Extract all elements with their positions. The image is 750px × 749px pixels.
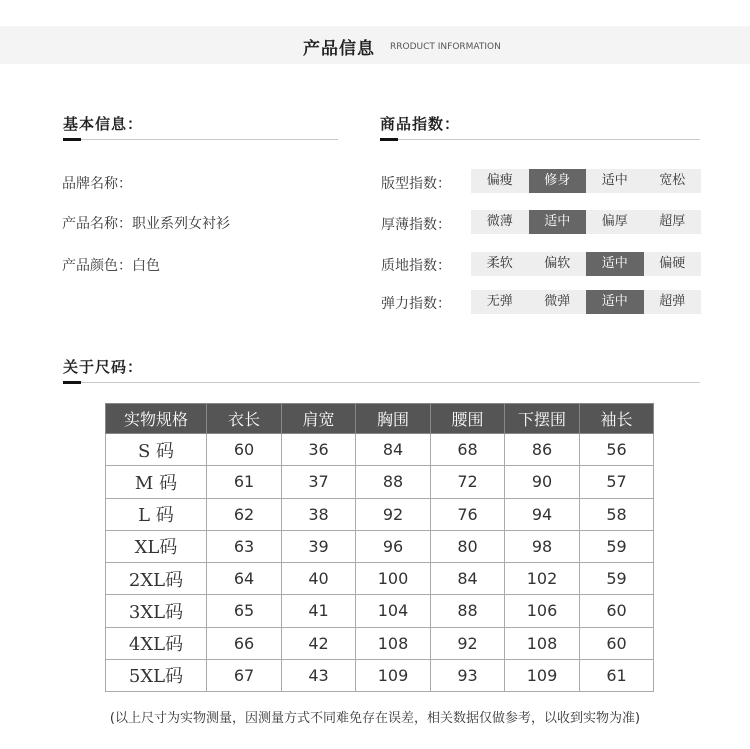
table-cell: 94	[505, 498, 580, 530]
product-name-value: 职业系列女衬衫	[132, 216, 230, 232]
size-divider	[63, 382, 700, 383]
table-cell: 61	[207, 466, 282, 498]
table-row	[106, 595, 654, 627]
column-header: 下摆围	[505, 404, 580, 434]
texture-option: 柔软	[486, 256, 513, 271]
column-header: 腰围	[431, 404, 505, 434]
size-table	[105, 403, 654, 692]
column-header: 胸围	[356, 404, 431, 434]
fit-option: 偏瘦	[486, 173, 513, 188]
table-row	[106, 563, 654, 595]
fit-index-label: 版型指数：	[381, 176, 451, 192]
basic-info-title: 基本信息：	[63, 115, 144, 133]
fit-option: 修身	[529, 169, 587, 193]
size-divider-mark	[63, 381, 81, 384]
basic-info-divider-mark	[63, 138, 81, 141]
table-cell: 67	[207, 659, 282, 691]
table-cell: 72	[431, 466, 505, 498]
thickness-option: 微薄	[486, 214, 513, 229]
table-cell: 88	[431, 595, 505, 627]
fit-index-scale	[471, 169, 701, 193]
elasticity-option: 适中	[586, 290, 644, 314]
table-cell: 66	[207, 627, 282, 659]
table-cell: 102	[505, 563, 580, 595]
table-cell: 37	[282, 466, 356, 498]
table-cell: 106	[505, 595, 580, 627]
table-cell: 100	[356, 563, 431, 595]
table-cell: 93	[431, 659, 505, 691]
fit-option: 适中	[601, 173, 628, 188]
elasticity-option: 微弹	[544, 294, 571, 309]
table-cell: 92	[356, 498, 431, 530]
measurement-footnote: (以上尺寸为实物测量，因测量方式不同难免存在误差，相关数据仅做参考，以收到实物为准)	[109, 711, 641, 726]
product-color-value: 白色	[132, 258, 160, 274]
brand-label: 品牌名称：	[62, 176, 132, 192]
texture-option: 偏软	[544, 256, 571, 271]
size-label-cell: XL码	[106, 530, 207, 562]
table-cell: 56	[580, 434, 654, 466]
size-label-cell: S 码	[106, 434, 207, 466]
product-color-label: 产品颜色：	[62, 258, 132, 274]
table-cell: 86	[505, 434, 580, 466]
product-color-row	[62, 255, 160, 275]
table-cell: 109	[356, 659, 431, 691]
table-cell: 84	[356, 434, 431, 466]
table-cell: 36	[282, 434, 356, 466]
table-cell: 39	[282, 530, 356, 562]
thickness-index-label: 厚薄指数：	[381, 217, 451, 233]
table-row	[106, 530, 654, 562]
thickness-option: 超厚	[659, 214, 686, 229]
table-cell: 38	[282, 498, 356, 530]
table-cell: 58	[580, 498, 654, 530]
table-row	[106, 434, 654, 466]
table-cell: 65	[207, 595, 282, 627]
size-table-header	[106, 404, 654, 434]
column-header: 肩宽	[282, 404, 356, 434]
thickness-option: 适中	[529, 210, 587, 234]
table-cell: 92	[431, 627, 505, 659]
column-header: 衣长	[207, 404, 282, 434]
column-header: 实物规格	[106, 404, 207, 434]
texture-index-scale	[471, 252, 701, 276]
table-cell: 108	[505, 627, 580, 659]
table-cell: 88	[356, 466, 431, 498]
table-cell: 96	[356, 530, 431, 562]
page-subtitle: RRODUCT INFORMATION	[390, 42, 501, 52]
elasticity-option: 超弹	[659, 294, 686, 309]
table-row	[106, 627, 654, 659]
elasticity-option: 无弹	[486, 294, 513, 309]
table-cell: 90	[505, 466, 580, 498]
size-label-cell: 2XL码	[106, 563, 207, 595]
table-cell: 63	[207, 530, 282, 562]
texture-option: 适中	[586, 252, 644, 276]
table-cell: 57	[580, 466, 654, 498]
basic-info-divider	[63, 139, 338, 140]
brand-row	[62, 173, 132, 193]
header-band	[0, 26, 750, 64]
table-cell: 59	[580, 563, 654, 595]
table-cell: 64	[207, 563, 282, 595]
table-cell: 98	[505, 530, 580, 562]
table-cell: 108	[356, 627, 431, 659]
indices-title: 商品指数：	[380, 115, 461, 133]
indices-divider	[380, 139, 700, 140]
size-title: 关于尺码：	[63, 358, 144, 376]
table-row	[106, 498, 654, 530]
table-cell: 40	[282, 563, 356, 595]
table-cell: 60	[207, 434, 282, 466]
texture-index-label: 质地指数：	[381, 258, 451, 274]
thickness-option: 偏厚	[601, 214, 628, 229]
size-label-cell: 4XL码	[106, 627, 207, 659]
table-cell: 61	[580, 659, 654, 691]
table-cell: 109	[505, 659, 580, 691]
table-cell: 43	[282, 659, 356, 691]
table-cell: 62	[207, 498, 282, 530]
product-name-label: 产品名称：	[62, 216, 132, 232]
thickness-index-scale	[471, 210, 701, 234]
table-cell: 104	[356, 595, 431, 627]
table-cell: 76	[431, 498, 505, 530]
page-title: 产品信息	[303, 39, 375, 59]
size-label-cell: 3XL码	[106, 595, 207, 627]
fit-option: 宽松	[659, 173, 686, 188]
size-label-cell: M 码	[106, 466, 207, 498]
product-name-row	[62, 213, 230, 233]
table-row	[106, 659, 654, 691]
table-cell: 60	[580, 595, 654, 627]
table-cell: 42	[282, 627, 356, 659]
table-cell: 84	[431, 563, 505, 595]
column-header: 袖长	[580, 404, 654, 434]
texture-option: 偏硬	[659, 256, 686, 271]
table-cell: 59	[580, 530, 654, 562]
size-label-cell: 5XL码	[106, 659, 207, 691]
table-cell: 60	[580, 627, 654, 659]
size-label-cell: L 码	[106, 498, 207, 530]
table-cell: 68	[431, 434, 505, 466]
elasticity-index-scale	[471, 290, 701, 314]
table-row	[106, 466, 654, 498]
indices-divider-mark	[380, 138, 398, 141]
table-cell: 41	[282, 595, 356, 627]
table-cell: 80	[431, 530, 505, 562]
elasticity-index-label: 弹力指数：	[381, 296, 451, 312]
